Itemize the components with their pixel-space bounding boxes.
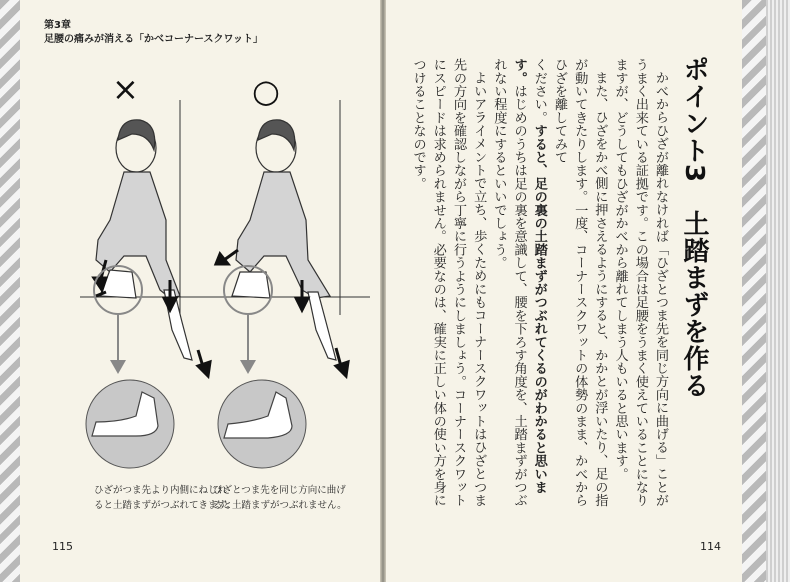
figure-bad [96, 120, 192, 360]
good-mark: ○ [252, 72, 280, 110]
body-text [410, 58, 670, 518]
foot-closeup-good [218, 380, 306, 468]
foot-closeup-bad [86, 380, 174, 468]
paragraph-2-tail: 一度、コーナースクワットの体勢のまま、かべからひざを離してみて [551, 58, 588, 507]
paragraph-3 [488, 58, 549, 518]
caption-bad-line-1: ひざがつま先より内側にねじれ [94, 485, 228, 496]
caption-bad-line-2: ると土踏まずがつぶれてきます。 [94, 500, 236, 511]
paragraph-3-post: はじめのうちは足の裏を意識して、腰を下ろす角度を、土踏まずがつぶれない程度にするといいでしょう。 [491, 58, 527, 507]
paragraph-3-pre: ください。 [531, 58, 547, 124]
bad-mark: × [112, 70, 139, 108]
caption-good-line-1: ひざとつま先を同じ方向に曲げ [213, 485, 346, 496]
chapter-subtitle: 足腰の痛みが消える「かべコーナースクワット」 [44, 34, 263, 45]
page-edge-stripe-right [742, 0, 766, 582]
page-number-right: 114 [700, 540, 721, 553]
squat-illustration [40, 60, 370, 470]
paragraph-4: よいアライメントで立ち、歩くためにもコーナースクワットはひざとつま先の方向を確認しながら丁寧に行うようにしましょう。コーナースクワットにスピードは求められません。必要なのは、確実に正しい体の使い方を身につけることなのです。 [410, 58, 487, 507]
book-page-edges [766, 0, 790, 582]
paragraph-2-text: また、ひざをかべ側に押さえるようにすると、かかとが浮いたり、足の指が動いてきたりします。 [572, 58, 608, 507]
paragraph-2 [549, 58, 610, 518]
paragraph-3-bold: すると、足の裏の土踏まずがつぶれてくるのがわかると思います。 [511, 58, 547, 494]
paragraph-1: かべからひざが離れなければ「ひざとつま先を同じ方向に曲げる」ことがうまく出来ている証拠です。この場合は足腰をうまく使えていることになりますが、どうしてもひざがかべから離れてしまう人もいると思います。 [612, 58, 668, 507]
caption-good [213, 483, 347, 513]
section-title: ポイント3 土踏まずを作る [679, 56, 709, 400]
chapter-label: 第3章 [44, 20, 71, 31]
page-edge-stripe-left [0, 0, 20, 582]
caption-good-line-2: ると土踏まずがつぶれません。 [213, 500, 347, 511]
page-number-left: 115 [52, 540, 73, 553]
